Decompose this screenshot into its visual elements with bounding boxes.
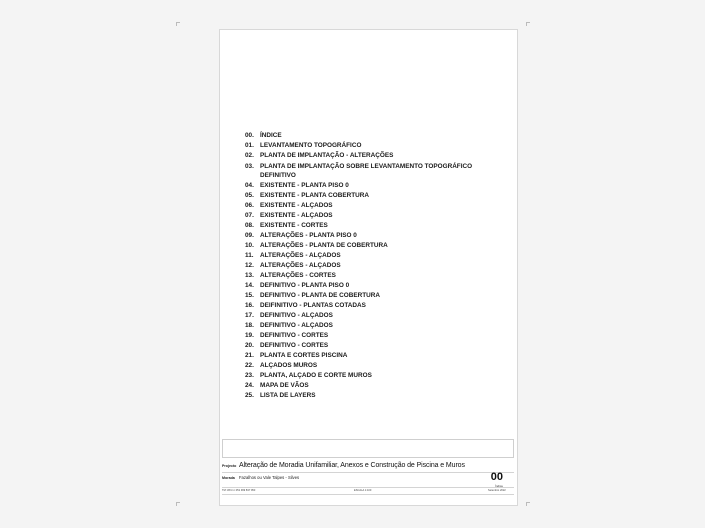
index-item-number: 15. xyxy=(245,292,254,299)
morada-value: Fazalhos ou Vale Talpes - Silves xyxy=(239,475,300,480)
index-item-title: EXISTENTE - PLANTA COBERTURA xyxy=(260,192,369,199)
index-item-number: 06. xyxy=(245,202,254,209)
index-item xyxy=(245,181,495,191)
divider xyxy=(222,487,514,488)
index-item-number: 18. xyxy=(245,322,254,329)
index-item xyxy=(245,291,495,301)
index-item xyxy=(245,231,495,241)
index-item-number: 02. xyxy=(245,152,254,159)
index-item xyxy=(245,141,495,151)
index-item xyxy=(245,381,495,391)
crop-mark-top-right xyxy=(526,22,530,26)
index-item-title: EXISTENTE - PLANTA PISO 0 xyxy=(260,182,349,189)
index-item-title: ALTERAÇÕES - PLANTA DE COBERTURA xyxy=(260,242,388,249)
index-item-title: ALÇADOS MUROS xyxy=(260,362,318,369)
index-item xyxy=(245,351,495,361)
index-item-title: DEFINITIVO - CORTES xyxy=(260,342,329,349)
index-item xyxy=(245,391,495,401)
morada-row xyxy=(222,475,299,480)
index-item-number: 09. xyxy=(245,232,254,239)
index-item-title: ALTERAÇÕES - PLANTA PISO 0 xyxy=(260,232,357,239)
index-item-title: ALTERAÇÕES - ALÇADOS xyxy=(260,262,341,269)
index-item-number: 04. xyxy=(245,182,254,189)
project-row xyxy=(222,462,465,469)
index-item xyxy=(245,311,495,321)
index-item-number: 22. xyxy=(245,362,254,369)
index-item-title: LEVANTAMENTO TOPOGRÁFICO xyxy=(260,142,362,149)
scale-text: ESCALA 1:100 xyxy=(354,489,372,492)
index-item-title: ALTERAÇÕES - CORTES xyxy=(260,272,336,279)
index-item-number: 20. xyxy=(245,342,254,349)
index-item xyxy=(245,261,495,271)
index-item-number: 05. xyxy=(245,192,254,199)
index-item-title: ALTERAÇÕES - ALÇADOS xyxy=(260,252,341,259)
index-item-title: DEFINITIVO - CORTES xyxy=(260,332,329,339)
index-item xyxy=(245,241,495,251)
sheet-subtitle: Índice xyxy=(494,484,503,488)
date-text: Setembro 2022 xyxy=(488,489,506,492)
project-label: Projecto xyxy=(222,464,237,468)
crop-mark-bottom-left xyxy=(176,502,180,506)
index-item-title: DEFINITIVO - PLANTA PISO 0 xyxy=(260,282,350,289)
index-item xyxy=(245,201,495,211)
index-item-number: 13. xyxy=(245,272,254,279)
crop-mark-bottom-right xyxy=(526,502,530,506)
index-item xyxy=(245,191,495,201)
index-item xyxy=(245,271,495,281)
project-title: Alteração de Moradia Unifamiliar, Anexos e Construção de Piscina e Muros xyxy=(239,462,465,469)
index-item xyxy=(245,162,495,180)
sheet-number: 00 xyxy=(490,471,503,483)
index-item xyxy=(245,321,495,331)
index-item-title: EXISTENTE - ALÇADOS xyxy=(260,212,333,219)
index-item xyxy=(245,131,495,141)
index-item xyxy=(245,221,495,231)
index-item xyxy=(245,301,495,311)
index-item-number: 12. xyxy=(245,262,254,269)
index-item xyxy=(245,361,495,371)
index-item xyxy=(245,211,495,221)
index-item-title: MAPA DE VÃOS xyxy=(260,382,309,389)
index-item-number: 08. xyxy=(245,222,254,229)
index-item-number: 14. xyxy=(245,282,254,289)
index-item-number: 21. xyxy=(245,352,254,359)
index-item-number: 23. xyxy=(245,372,254,379)
title-block xyxy=(220,459,517,505)
index-item xyxy=(245,371,495,381)
divider xyxy=(222,472,514,473)
drawing-sheet xyxy=(219,29,518,506)
index-item-number: 25. xyxy=(245,392,254,399)
index-item xyxy=(245,331,495,341)
contact-text: TM: WN.1 t:351 969 837 953 xyxy=(222,489,256,492)
index-item-title: DEFINITIVO - PLANTA DE COBERTURA xyxy=(260,292,380,299)
index-item-title: ÍNDICE xyxy=(260,132,282,139)
index-item-title: PLANTA DE IMPLANTAÇÃO SOBRE LEVANTAMENTO TOPOGRÁFICO DEFINITIVO xyxy=(260,163,473,179)
index-item-title: LISTA DE LAYERS xyxy=(260,392,316,399)
index-item xyxy=(245,341,495,351)
index-item-title: DEFINITIVO - ALÇADOS xyxy=(260,322,333,329)
divider xyxy=(222,494,514,495)
index-item-title: EXISTENTE - ALÇADOS xyxy=(260,202,333,209)
index-item-title: DEFINITIVO - ALÇADOS xyxy=(260,312,333,319)
index-item-number: 19. xyxy=(245,332,254,339)
index-item-title: EXISTENTE - CORTES xyxy=(260,222,328,229)
index-item-number: 03. xyxy=(245,163,254,170)
index-item-number: 10. xyxy=(245,242,254,249)
index-item-number: 16. xyxy=(245,302,254,309)
index-item-number: 07. xyxy=(245,212,254,219)
index-item-number: 24. xyxy=(245,382,254,389)
morada-label: Morada xyxy=(222,476,235,480)
index-item-number: 11. xyxy=(245,252,254,259)
drawing-index-list xyxy=(245,131,495,401)
index-item-title: PLANTA E CORTES PISCINA xyxy=(260,352,348,359)
index-item xyxy=(245,281,495,291)
index-item-title: PLANTA, ALÇADO E CORTE MUROS xyxy=(260,372,372,379)
index-item-number: 17. xyxy=(245,312,254,319)
crop-mark-top-left xyxy=(176,22,180,26)
index-item-number: 00. xyxy=(245,132,254,139)
index-item-number: 01. xyxy=(245,142,254,149)
notes-box xyxy=(222,439,514,458)
index-item xyxy=(245,151,495,161)
index-item xyxy=(245,251,495,261)
index-item-title: DEIFINITIVO - PLANTAS COTADAS xyxy=(260,302,366,309)
index-item-title: PLANTA DE IMPLANTAÇÃO - ALTERAÇÕES xyxy=(260,152,394,159)
